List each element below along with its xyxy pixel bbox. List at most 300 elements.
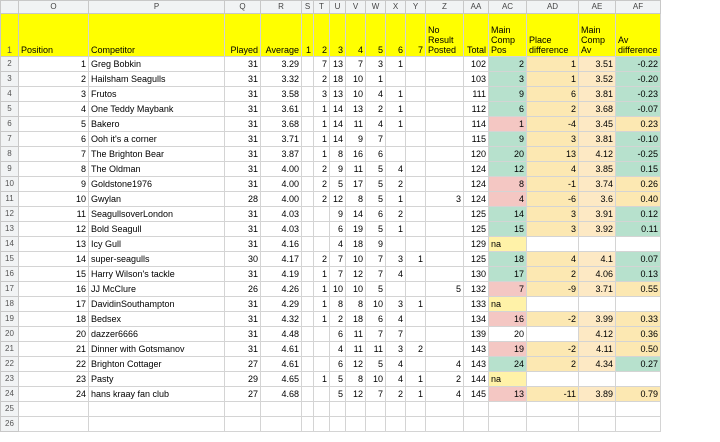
header-s5[interactable]: 5 — [366, 14, 386, 57]
cell-place-difference[interactable]: 4 — [527, 162, 579, 177]
cell-total[interactable]: 125 — [464, 252, 489, 267]
cell-s7[interactable] — [406, 207, 426, 222]
cell-main-comp-pos[interactable]: 2 — [489, 57, 527, 72]
cell-nr[interactable] — [426, 162, 464, 177]
cell-played[interactable]: 31 — [225, 312, 261, 327]
cell-pos[interactable]: 3 — [19, 87, 89, 102]
cell-s1[interactable] — [302, 387, 314, 402]
cell-nr[interactable]: 5 — [426, 282, 464, 297]
cell-main-comp-av[interactable]: 3.68 — [579, 102, 616, 117]
cell-total[interactable]: 112 — [464, 102, 489, 117]
cell-s4[interactable]: 14 — [346, 207, 366, 222]
cell-s7[interactable] — [406, 72, 426, 87]
cell-s1[interactable] — [302, 357, 314, 372]
cell-s1[interactable] — [302, 177, 314, 192]
cell-av-difference[interactable]: 0.07 — [616, 252, 661, 267]
cell-main-comp-av[interactable]: 3.71 — [579, 282, 616, 297]
cell-avg[interactable]: 4.03 — [261, 207, 302, 222]
cell-s5[interactable]: 11 — [366, 342, 386, 357]
cell-av-difference[interactable]: 0.12 — [616, 207, 661, 222]
cell-s1[interactable] — [302, 132, 314, 147]
empty-cell[interactable] — [261, 417, 302, 432]
cell-pos[interactable]: 21 — [19, 342, 89, 357]
row-number[interactable]: 23 — [1, 372, 19, 387]
cell-place-difference[interactable]: 3 — [527, 222, 579, 237]
cell-nr[interactable] — [426, 312, 464, 327]
cell-s7[interactable] — [406, 87, 426, 102]
header-s4[interactable]: 4 — [346, 14, 366, 57]
cell-av-difference[interactable]: 0.15 — [616, 162, 661, 177]
cell-s6[interactable] — [386, 132, 406, 147]
cell-main-comp-pos[interactable]: 3 — [489, 72, 527, 87]
empty-cell[interactable] — [89, 402, 225, 417]
cell-place-difference[interactable]: 3 — [527, 132, 579, 147]
cell-av-difference[interactable]: 0.79 — [616, 387, 661, 402]
row-number[interactable]: 13 — [1, 222, 19, 237]
cell-played[interactable]: 31 — [225, 327, 261, 342]
cell-s3[interactable]: 10 — [330, 282, 346, 297]
cell-played[interactable]: 31 — [225, 102, 261, 117]
cell-s5[interactable]: 3 — [366, 57, 386, 72]
cell-total[interactable]: 130 — [464, 267, 489, 282]
empty-cell[interactable] — [489, 402, 527, 417]
cell-s2[interactable]: 3 — [314, 87, 330, 102]
empty-cell[interactable] — [89, 417, 225, 432]
cell-s3[interactable]: 6 — [330, 357, 346, 372]
cell-main-comp-pos[interactable]: 17 — [489, 267, 527, 282]
cell-place-difference[interactable]: -6 — [527, 192, 579, 207]
header-place-difference[interactable]: Place difference — [527, 14, 579, 57]
cell-s3[interactable]: 2 — [330, 312, 346, 327]
cell-s5[interactable]: 9 — [366, 237, 386, 252]
header-competitor[interactable]: Competitor — [89, 14, 225, 57]
cell-s5[interactable]: 7 — [366, 327, 386, 342]
cell-nr[interactable] — [426, 102, 464, 117]
cell-s6[interactable]: 1 — [386, 117, 406, 132]
column-header-t[interactable]: T — [314, 1, 330, 14]
cell-name[interactable]: Ooh it's a corner — [89, 132, 225, 147]
cell-s4[interactable]: 12 — [346, 267, 366, 282]
cell-nr[interactable] — [426, 147, 464, 162]
empty-cell[interactable] — [406, 402, 426, 417]
cell-avg[interactable]: 3.58 — [261, 87, 302, 102]
cell-main-comp-pos[interactable]: na — [489, 297, 527, 312]
header-main-comp-av[interactable]: Main Comp Av — [579, 14, 616, 57]
cell-s7[interactable] — [406, 222, 426, 237]
cell-avg[interactable]: 4.65 — [261, 372, 302, 387]
cell-s2[interactable]: 2 — [314, 162, 330, 177]
cell-nr[interactable] — [426, 252, 464, 267]
cell-s6[interactable]: 4 — [386, 372, 406, 387]
cell-s6[interactable]: 4 — [386, 357, 406, 372]
cell-played[interactable]: 31 — [225, 87, 261, 102]
cell-s4[interactable]: 8 — [346, 192, 366, 207]
cell-s7[interactable] — [406, 357, 426, 372]
empty-cell[interactable] — [464, 402, 489, 417]
cell-name[interactable]: Icy Gull — [89, 237, 225, 252]
empty-cell[interactable] — [330, 417, 346, 432]
cell-avg[interactable]: 4.26 — [261, 282, 302, 297]
cell-main-comp-av[interactable]: 3.91 — [579, 207, 616, 222]
cell-s3[interactable]: 9 — [330, 207, 346, 222]
cell-nr[interactable] — [426, 342, 464, 357]
cell-s6[interactable] — [386, 147, 406, 162]
cell-place-difference[interactable]: 13 — [527, 147, 579, 162]
cell-main-comp-av[interactable]: 3.85 — [579, 162, 616, 177]
cell-s4[interactable]: 12 — [346, 387, 366, 402]
row-number[interactable]: 12 — [1, 207, 19, 222]
cell-main-comp-pos[interactable]: 14 — [489, 207, 527, 222]
cell-s4[interactable]: 18 — [346, 312, 366, 327]
cell-s5[interactable]: 1 — [366, 72, 386, 87]
cell-s6[interactable]: 4 — [386, 162, 406, 177]
cell-pos[interactable]: 23 — [19, 372, 89, 387]
cell-main-comp-pos[interactable]: na — [489, 237, 527, 252]
cell-played[interactable]: 31 — [225, 342, 261, 357]
empty-cell[interactable] — [579, 417, 616, 432]
empty-cell[interactable] — [19, 417, 89, 432]
cell-played[interactable]: 27 — [225, 387, 261, 402]
cell-s4[interactable]: 11 — [346, 117, 366, 132]
cell-avg[interactable]: 3.71 — [261, 132, 302, 147]
cell-av-difference[interactable]: -0.20 — [616, 72, 661, 87]
cell-s2[interactable] — [314, 387, 330, 402]
cell-s2[interactable]: 1 — [314, 267, 330, 282]
cell-s6[interactable]: 2 — [386, 177, 406, 192]
cell-s6[interactable]: 7 — [386, 327, 406, 342]
cell-total[interactable]: 132 — [464, 282, 489, 297]
cell-s6[interactable]: 4 — [386, 267, 406, 282]
cell-main-comp-av[interactable]: 4.11 — [579, 342, 616, 357]
cell-s5[interactable]: 5 — [366, 357, 386, 372]
cell-total[interactable]: 124 — [464, 162, 489, 177]
cell-main-comp-pos[interactable]: 15 — [489, 222, 527, 237]
column-header-ae[interactable]: AE — [579, 1, 616, 14]
cell-nr[interactable]: 2 — [426, 372, 464, 387]
empty-cell[interactable] — [366, 417, 386, 432]
cell-main-comp-av[interactable] — [579, 297, 616, 312]
cell-s1[interactable] — [302, 327, 314, 342]
cell-place-difference[interactable]: -9 — [527, 282, 579, 297]
cell-main-comp-av[interactable]: 3.52 — [579, 72, 616, 87]
cell-av-difference[interactable]: -0.22 — [616, 57, 661, 72]
cell-av-difference[interactable]: 0.13 — [616, 267, 661, 282]
cell-s5[interactable]: 7 — [366, 252, 386, 267]
row-number[interactable]: 18 — [1, 297, 19, 312]
cell-main-comp-pos[interactable]: 9 — [489, 87, 527, 102]
cell-s1[interactable] — [302, 297, 314, 312]
cell-main-comp-av[interactable]: 4.12 — [579, 327, 616, 342]
row-number[interactable]: 19 — [1, 312, 19, 327]
cell-s6[interactable] — [386, 282, 406, 297]
row-number[interactable]: 21 — [1, 342, 19, 357]
cell-av-difference[interactable] — [616, 297, 661, 312]
row-number[interactable]: 22 — [1, 357, 19, 372]
cell-main-comp-av[interactable] — [579, 372, 616, 387]
row-number[interactable]: 25 — [1, 402, 19, 417]
cell-pos[interactable]: 13 — [19, 237, 89, 252]
header-main-comp-pos[interactable]: Main Comp Pos — [489, 14, 527, 57]
cell-name[interactable]: One Teddy Maybank — [89, 102, 225, 117]
cell-name[interactable]: Gwylan — [89, 192, 225, 207]
cell-name[interactable]: JJ McClure — [89, 282, 225, 297]
cell-s6[interactable]: 3 — [386, 252, 406, 267]
row-number[interactable]: 5 — [1, 102, 19, 117]
cell-name[interactable]: Bold Seagull — [89, 222, 225, 237]
cell-av-difference[interactable]: -0.07 — [616, 102, 661, 117]
cell-avg[interactable]: 4.29 — [261, 297, 302, 312]
cell-s2[interactable]: 1 — [314, 372, 330, 387]
cell-main-comp-av[interactable]: 4.06 — [579, 267, 616, 282]
cell-av-difference[interactable]: 0.36 — [616, 327, 661, 342]
cell-place-difference[interactable] — [527, 237, 579, 252]
cell-s5[interactable]: 5 — [366, 162, 386, 177]
cell-played[interactable]: 26 — [225, 282, 261, 297]
column-header-o[interactable]: O — [19, 1, 89, 14]
empty-cell[interactable] — [616, 417, 661, 432]
cell-nr[interactable] — [426, 132, 464, 147]
cell-pos[interactable]: 18 — [19, 312, 89, 327]
cell-main-comp-av[interactable]: 3.99 — [579, 312, 616, 327]
cell-name[interactable]: Pasty — [89, 372, 225, 387]
cell-main-comp-av[interactable]: 4.12 — [579, 147, 616, 162]
cell-place-difference[interactable]: -11 — [527, 387, 579, 402]
cell-played[interactable]: 31 — [225, 177, 261, 192]
column-header-x[interactable]: X — [386, 1, 406, 14]
cell-main-comp-pos[interactable]: 6 — [489, 102, 527, 117]
cell-nr[interactable] — [426, 177, 464, 192]
cell-s7[interactable] — [406, 192, 426, 207]
column-header-y[interactable]: Y — [406, 1, 426, 14]
column-header-af[interactable]: AF — [616, 1, 661, 14]
header-no-result[interactable]: No Result Posted — [426, 14, 464, 57]
cell-s1[interactable] — [302, 342, 314, 357]
cell-avg[interactable]: 4.00 — [261, 177, 302, 192]
cell-s5[interactable]: 5 — [366, 192, 386, 207]
cell-place-difference[interactable]: -2 — [527, 312, 579, 327]
cell-s7[interactable] — [406, 327, 426, 342]
cell-s7[interactable] — [406, 102, 426, 117]
empty-cell[interactable] — [527, 417, 579, 432]
cell-s3[interactable]: 7 — [330, 267, 346, 282]
empty-cell[interactable] — [366, 402, 386, 417]
cell-s4[interactable]: 10 — [346, 87, 366, 102]
cell-s6[interactable]: 1 — [386, 102, 406, 117]
cell-s2[interactable]: 1 — [314, 147, 330, 162]
cell-s3[interactable]: 14 — [330, 102, 346, 117]
cell-s7[interactable] — [406, 162, 426, 177]
cell-av-difference[interactable] — [616, 372, 661, 387]
cell-played[interactable]: 31 — [225, 207, 261, 222]
header-average[interactable]: Average — [261, 14, 302, 57]
row-number[interactable]: 16 — [1, 267, 19, 282]
cell-place-difference[interactable]: 2 — [527, 267, 579, 282]
cell-total[interactable]: 145 — [464, 387, 489, 402]
cell-s7[interactable]: 2 — [406, 342, 426, 357]
empty-cell[interactable] — [579, 402, 616, 417]
cell-s5[interactable]: 7 — [366, 387, 386, 402]
column-header-aa[interactable]: AA — [464, 1, 489, 14]
cell-s4[interactable]: 18 — [346, 237, 366, 252]
cell-pos[interactable]: 5 — [19, 117, 89, 132]
cell-name[interactable]: hans kraay fan club — [89, 387, 225, 402]
cell-pos[interactable]: 7 — [19, 147, 89, 162]
row-number[interactable]: 24 — [1, 387, 19, 402]
header-s2[interactable]: 2 — [314, 14, 330, 57]
cell-s4[interactable]: 11 — [346, 342, 366, 357]
cell-total[interactable]: 115 — [464, 132, 489, 147]
cell-avg[interactable]: 4.68 — [261, 387, 302, 402]
cell-total[interactable]: 114 — [464, 117, 489, 132]
cell-s6[interactable]: 1 — [386, 87, 406, 102]
cell-s2[interactable] — [314, 207, 330, 222]
cell-av-difference[interactable]: 0.50 — [616, 342, 661, 357]
header-av-difference[interactable]: Av difference — [616, 14, 661, 57]
column-header-r[interactable]: R — [261, 1, 302, 14]
cell-total[interactable]: 143 — [464, 357, 489, 372]
cell-nr[interactable] — [426, 297, 464, 312]
cell-main-comp-av[interactable]: 3.81 — [579, 87, 616, 102]
cell-name[interactable]: dazzer6666 — [89, 327, 225, 342]
cell-s1[interactable] — [302, 237, 314, 252]
cell-main-comp-pos[interactable]: 18 — [489, 252, 527, 267]
cell-total[interactable]: 124 — [464, 177, 489, 192]
cell-s1[interactable] — [302, 147, 314, 162]
cell-name[interactable]: Bakero — [89, 117, 225, 132]
cell-main-comp-pos[interactable]: 1 — [489, 117, 527, 132]
cell-total[interactable]: 125 — [464, 207, 489, 222]
cell-total[interactable]: 120 — [464, 147, 489, 162]
cell-s3[interactable]: 5 — [330, 387, 346, 402]
cell-s6[interactable]: 4 — [386, 312, 406, 327]
empty-cell[interactable] — [426, 417, 464, 432]
cell-avg[interactable]: 3.87 — [261, 147, 302, 162]
cell-avg[interactable]: 3.29 — [261, 57, 302, 72]
cell-main-comp-av[interactable]: 3.45 — [579, 117, 616, 132]
cell-s7[interactable] — [406, 57, 426, 72]
cell-s2[interactable] — [314, 357, 330, 372]
empty-cell[interactable] — [386, 417, 406, 432]
cell-s3[interactable]: 6 — [330, 327, 346, 342]
cell-av-difference[interactable]: -0.25 — [616, 147, 661, 162]
cell-nr[interactable]: 4 — [426, 387, 464, 402]
header-position[interactable]: Position — [19, 14, 89, 57]
cell-s1[interactable] — [302, 57, 314, 72]
cell-total[interactable]: 111 — [464, 87, 489, 102]
cell-place-difference[interactable]: -2 — [527, 342, 579, 357]
cell-av-difference[interactable]: -0.23 — [616, 87, 661, 102]
cell-av-difference[interactable]: -0.10 — [616, 132, 661, 147]
cell-s2[interactable]: 1 — [314, 297, 330, 312]
cell-s4[interactable]: 17 — [346, 177, 366, 192]
cell-s1[interactable] — [302, 282, 314, 297]
cell-main-comp-av[interactable]: 3.74 — [579, 177, 616, 192]
cell-name[interactable]: Hailsham Seagulls — [89, 72, 225, 87]
cell-s2[interactable] — [314, 327, 330, 342]
cell-total[interactable]: 143 — [464, 342, 489, 357]
cell-played[interactable]: 31 — [225, 132, 261, 147]
cell-avg[interactable]: 4.00 — [261, 162, 302, 177]
cell-avg[interactable]: 4.00 — [261, 192, 302, 207]
cell-pos[interactable]: 11 — [19, 207, 89, 222]
cell-pos[interactable]: 22 — [19, 357, 89, 372]
cell-s1[interactable] — [302, 312, 314, 327]
empty-cell[interactable] — [19, 402, 89, 417]
cell-s5[interactable]: 4 — [366, 87, 386, 102]
empty-cell[interactable] — [314, 402, 330, 417]
cell-main-comp-av[interactable]: 3.51 — [579, 57, 616, 72]
cell-main-comp-av[interactable]: 3.92 — [579, 222, 616, 237]
cell-pos[interactable]: 17 — [19, 297, 89, 312]
column-header-p[interactable]: P — [89, 1, 225, 14]
select-all-corner[interactable] — [1, 1, 19, 14]
cell-pos[interactable]: 4 — [19, 102, 89, 117]
cell-s1[interactable] — [302, 192, 314, 207]
header-s1[interactable]: 1 — [302, 14, 314, 57]
cell-s2[interactable]: 1 — [314, 282, 330, 297]
row-number[interactable]: 1 — [1, 14, 19, 57]
cell-main-comp-pos[interactable]: 9 — [489, 132, 527, 147]
column-header-z[interactable]: Z — [426, 1, 464, 14]
cell-s3[interactable]: 8 — [330, 297, 346, 312]
cell-s2[interactable]: 1 — [314, 117, 330, 132]
cell-played[interactable]: 31 — [225, 57, 261, 72]
cell-s2[interactable] — [314, 342, 330, 357]
cell-main-comp-pos[interactable]: na — [489, 372, 527, 387]
cell-name[interactable]: The Oldman — [89, 162, 225, 177]
column-header-q[interactable]: Q — [225, 1, 261, 14]
cell-main-comp-pos[interactable]: 7 — [489, 282, 527, 297]
cell-s4[interactable]: 7 — [346, 57, 366, 72]
row-number[interactable]: 11 — [1, 192, 19, 207]
row-number[interactable]: 15 — [1, 252, 19, 267]
cell-name[interactable]: Harry Wilson's tackle — [89, 267, 225, 282]
cell-avg[interactable]: 4.32 — [261, 312, 302, 327]
cell-avg[interactable]: 3.68 — [261, 117, 302, 132]
empty-cell[interactable] — [616, 402, 661, 417]
cell-s3[interactable]: 5 — [330, 177, 346, 192]
empty-cell[interactable] — [302, 402, 314, 417]
cell-played[interactable]: 31 — [225, 297, 261, 312]
cell-main-comp-pos[interactable]: 24 — [489, 357, 527, 372]
cell-played[interactable]: 28 — [225, 192, 261, 207]
cell-total[interactable]: 125 — [464, 222, 489, 237]
cell-place-difference[interactable]: 1 — [527, 57, 579, 72]
cell-s6[interactable]: 3 — [386, 297, 406, 312]
cell-total[interactable]: 103 — [464, 72, 489, 87]
column-header-v[interactable]: V — [346, 1, 366, 14]
cell-av-difference[interactable]: 0.11 — [616, 222, 661, 237]
cell-s7[interactable] — [406, 177, 426, 192]
cell-s2[interactable]: 2 — [314, 177, 330, 192]
cell-s2[interactable]: 2 — [314, 72, 330, 87]
cell-avg[interactable]: 4.48 — [261, 327, 302, 342]
cell-played[interactable]: 31 — [225, 162, 261, 177]
cell-nr[interactable] — [426, 57, 464, 72]
cell-s5[interactable]: 7 — [366, 132, 386, 147]
cell-total[interactable]: 129 — [464, 237, 489, 252]
cell-s4[interactable]: 12 — [346, 357, 366, 372]
empty-cell[interactable] — [330, 402, 346, 417]
cell-main-comp-pos[interactable]: 13 — [489, 387, 527, 402]
empty-cell[interactable] — [302, 417, 314, 432]
cell-s3[interactable]: 4 — [330, 342, 346, 357]
cell-s6[interactable]: 3 — [386, 342, 406, 357]
cell-nr[interactable]: 4 — [426, 357, 464, 372]
cell-nr[interactable] — [426, 72, 464, 87]
cell-s3[interactable]: 13 — [330, 57, 346, 72]
cell-avg[interactable]: 4.16 — [261, 237, 302, 252]
